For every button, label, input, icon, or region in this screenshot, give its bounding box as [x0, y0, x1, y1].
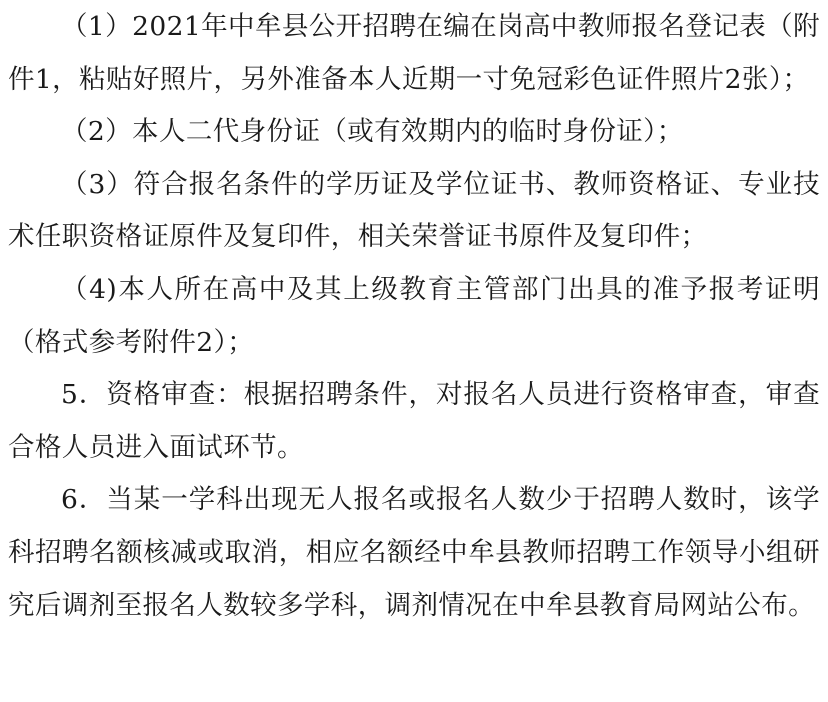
document-body — [8, 0, 820, 632]
paragraph-approval-proof: （4)本人所在高中及其上级教育主管部门出具的准予报考证明（格式参考附件2）； — [8, 273, 820, 358]
paragraph-registration-form: （1）2021年中牟县公开招聘在编在岗高中教师报名登记表（附件1，粘贴好照片，另外准备本人近期一寸免冠彩色证件照片2张）； — [8, 11, 820, 95]
paragraph-quota-adjustment: 6．当某一学科出现无人报名或报名人数少于招聘人数时，该学科招聘名额核减或取消，相应名额经中牟县教师招聘工作领导小组研究后调剂至报名人数较多学科，调剂情况在中牟县教育局网站公布。 — [8, 484, 820, 621]
paragraph-id-card: （2）本人二代身份证（或有效期内的临时身份证）； — [61, 116, 684, 148]
paragraph-qualification-review: 5．资格审查：根据招聘条件，对报名人员进行资格审查，审查合格人员进入面试环节。 — [8, 379, 820, 463]
paragraph-certificates: （3）符合报名条件的学历证及学位证书、教师资格证、专业技术任职资格证原件及复印件，相关荣誉证书原件及复印件； — [8, 168, 820, 253]
